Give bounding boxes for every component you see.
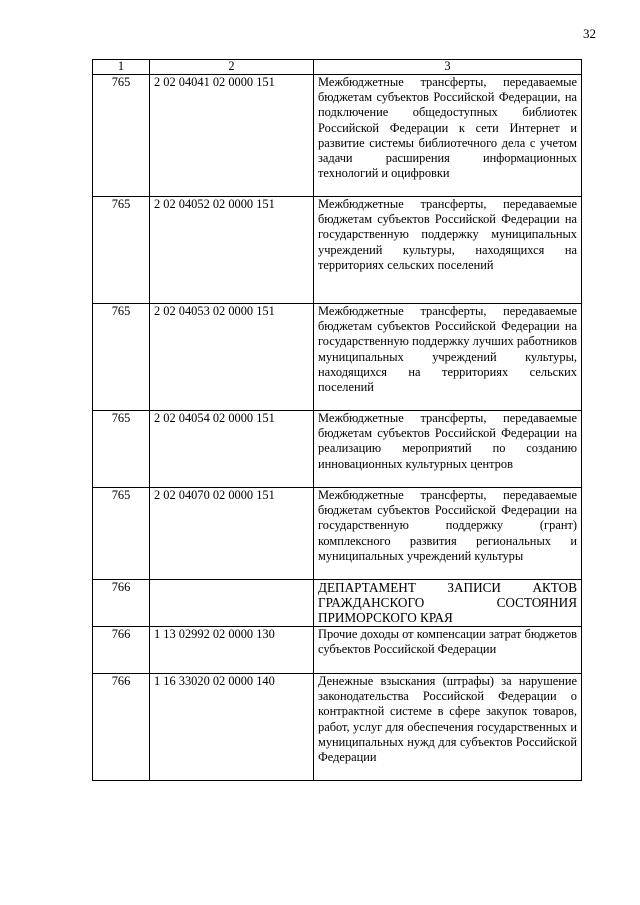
department-heading-cell: ДЕПАРТАМЕНТ ЗАПИСИ АКТОВ ГРАЖДАНСКОГО СОСТОЯНИЯ ПРИМОРСКОГО КРАЯ bbox=[314, 580, 582, 627]
admin-code-cell: 765 bbox=[93, 411, 150, 488]
income-name-cell: Межбюджетные трансферты, передаваемые бюджетам субъектов Российской Федерации, на подключение общедоступных библиотек Российской Федерации к сети Интернет и развитие системы библиотечного дела с учетом задачи расширения информационных технологий и оцифровки bbox=[314, 75, 582, 197]
income-name-cell: Прочие доходы от компенсации затрат бюджетов субъектов Российской Федерации bbox=[314, 627, 582, 674]
table-row bbox=[93, 674, 582, 781]
page-number: 32 bbox=[583, 26, 596, 41]
budget-code-cell: 2 02 04053 02 0000 151 bbox=[150, 304, 314, 411]
admin-code-cell: 765 bbox=[93, 197, 150, 304]
income-name-cell: Межбюджетные трансферты, передаваемые бюджетам субъектов Российской Федерации на государственную поддержку (грант) комплексного развития региональных и муниципальных учреждений культуры bbox=[314, 488, 582, 580]
table-row bbox=[93, 488, 582, 580]
budget-code-cell: 2 02 04070 02 0000 151 bbox=[150, 488, 314, 580]
column-header-2: 2 bbox=[150, 60, 314, 75]
budget-code-cell: 1 13 02992 02 0000 130 bbox=[150, 627, 314, 674]
table-header-row bbox=[93, 60, 582, 75]
column-header-1: 1 bbox=[93, 60, 150, 75]
column-header-3: 3 bbox=[314, 60, 582, 75]
admin-code-cell: 765 bbox=[93, 75, 150, 197]
admin-code-cell: 765 bbox=[93, 488, 150, 580]
income-name-cell: Межбюджетные трансферты, передаваемые бюджетам субъектов Российской Федерации на реализацию мероприятий по созданию инновационных культурных центров bbox=[314, 411, 582, 488]
income-name-cell: Денежные взыскания (штрафы) за нарушение законодательства Российской Федерации о контрактной системе в сфере закупок товаров, работ, услуг для обеспечения государственных и муниципальных нужд для субъектов Российской Федерации bbox=[314, 674, 582, 781]
budget-code-cell: 2 02 04052 02 0000 151 bbox=[150, 197, 314, 304]
table-row bbox=[93, 75, 582, 197]
budget-classification-table bbox=[92, 59, 582, 781]
admin-code-cell: 765 bbox=[93, 304, 150, 411]
budget-code-cell: 1 16 33020 02 0000 140 bbox=[150, 674, 314, 781]
table-row bbox=[93, 627, 582, 674]
table-row bbox=[93, 580, 582, 627]
budget-code-cell bbox=[150, 580, 314, 627]
income-name-cell: Межбюджетные трансферты, передаваемые бюджетам субъектов Российской Федерации на государственную поддержку муниципальных учреждений культуры, находящихся на территориях сельских поселений bbox=[314, 197, 582, 304]
table-row bbox=[93, 304, 582, 411]
admin-code-cell: 766 bbox=[93, 674, 150, 781]
budget-code-cell: 2 02 04041 02 0000 151 bbox=[150, 75, 314, 197]
table-row bbox=[93, 411, 582, 488]
admin-code-cell: 766 bbox=[93, 627, 150, 674]
table-row bbox=[93, 197, 582, 304]
budget-code-cell: 2 02 04054 02 0000 151 bbox=[150, 411, 314, 488]
admin-code-cell: 766 bbox=[93, 580, 150, 627]
income-name-cell: Межбюджетные трансферты, передаваемые бюджетам субъектов Российской Федерации на государственную поддержку лучших работников муниципальных учреждений культуры, находящихся на территориях сельских поселений bbox=[314, 304, 582, 411]
